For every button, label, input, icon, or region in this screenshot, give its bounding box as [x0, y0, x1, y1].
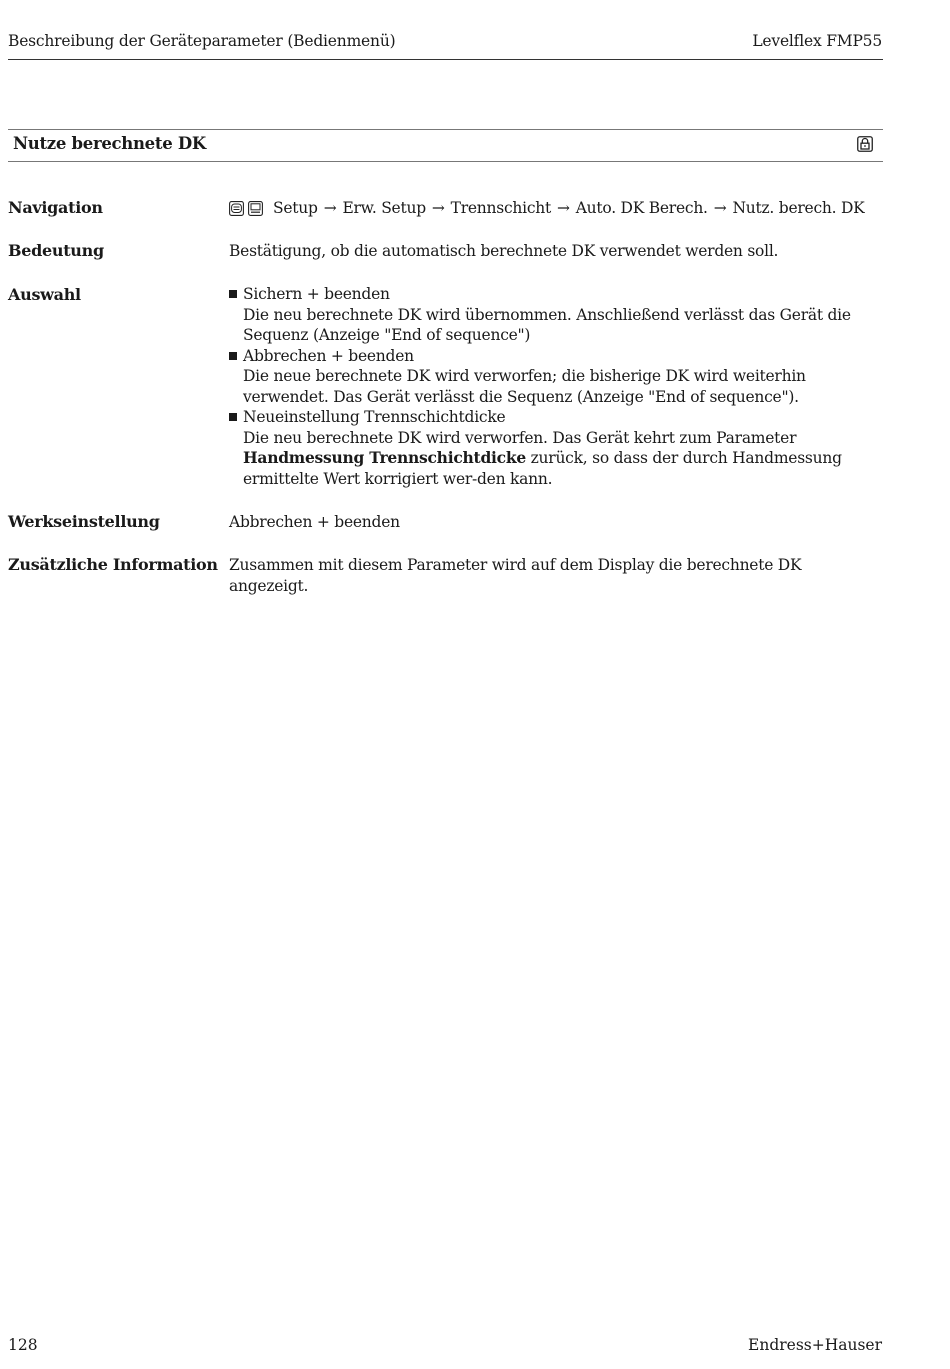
werkseinstellung-value: Abbrechen + beenden: [229, 513, 400, 531]
parameter-top-rule: [8, 129, 883, 130]
option-name: Sichern + beenden: [243, 285, 390, 303]
nav-arrow-icon: →: [431, 199, 445, 217]
footer-brand: Endress+Hauser: [748, 1336, 882, 1354]
auswahl-options: [229, 284, 879, 489]
bullet-square-icon: [229, 290, 237, 298]
display-menu-icon: [248, 201, 263, 216]
werkseinstellung-label: Werkseinstellung: [8, 512, 160, 531]
option-description-text: Die neu berechnete DK wird verworfen. Das Gerät kehrt zum Parameter: [243, 428, 797, 447]
option-name: Abbrechen + beenden: [243, 346, 414, 365]
option-description: [243, 428, 879, 490]
option-description-text: zurück, so dass der durch Handmessung ermittelte Wert korrigiert wer-den kann.: [243, 449, 842, 488]
expert-menu-icon: [229, 201, 244, 216]
navigation-path: [229, 198, 879, 219]
header-divider: [8, 59, 883, 60]
running-header-product: Levelflex FMP55: [752, 32, 882, 50]
nav-step-2: Erw. Setup: [342, 199, 426, 217]
nav-step-1: Setup: [273, 199, 318, 217]
option-list: [229, 284, 879, 489]
nav-arrow-icon: →: [556, 199, 570, 217]
nav-arrow-icon: →: [323, 199, 337, 217]
bedeutung-label: Bedeutung: [8, 241, 104, 260]
auswahl-label: Auswahl: [8, 285, 81, 304]
option-item: [229, 407, 879, 489]
zusatz-text: Zusammen mit diesem Parameter wird auf dem Display die berechnete DK angezeigt.: [229, 556, 802, 595]
navigation-label: Navigation: [8, 198, 103, 217]
parameter-reference: Handmessung Trennschichtdicke: [243, 448, 526, 467]
parameter-title: Nutze berechnete DK: [13, 134, 206, 153]
option-description: Die neu berechnete DK wird übernommen. Anschließend verlässt das Gerät die Sequenz (Anzeige "End of sequence"): [243, 305, 851, 344]
nav-arrow-icon: →: [713, 199, 727, 217]
nav-step-5: Nutz. berech. DK: [732, 199, 865, 217]
zusatz-label: Zusätzliche Information: [8, 555, 218, 574]
lock-icon: [857, 136, 873, 152]
bedeutung-text: Bestätigung, ob die automatisch berechnete DK verwendet werden soll.: [229, 242, 779, 260]
option-item: [229, 284, 879, 346]
option-name: Neueinstellung Trennschichtdicke: [243, 408, 506, 426]
nav-step-4: Auto. DK Berech.: [575, 199, 708, 217]
option-item: [229, 346, 879, 408]
nav-step-3: Trennschicht: [450, 199, 551, 217]
option-description: Die neue berechnete DK wird verworfen; die bisherige DK wird weiterhin verwendet. Das Gerät verlässt die Sequenz (Anzeige "End of sequence").: [243, 367, 806, 406]
bullet-square-icon: [229, 352, 237, 360]
page-number: 128: [8, 1336, 38, 1354]
bullet-square-icon: [229, 413, 237, 421]
parameter-bottom-rule: [8, 161, 883, 162]
running-header-title: Beschreibung der Geräteparameter (Bedienmenü): [8, 32, 396, 50]
